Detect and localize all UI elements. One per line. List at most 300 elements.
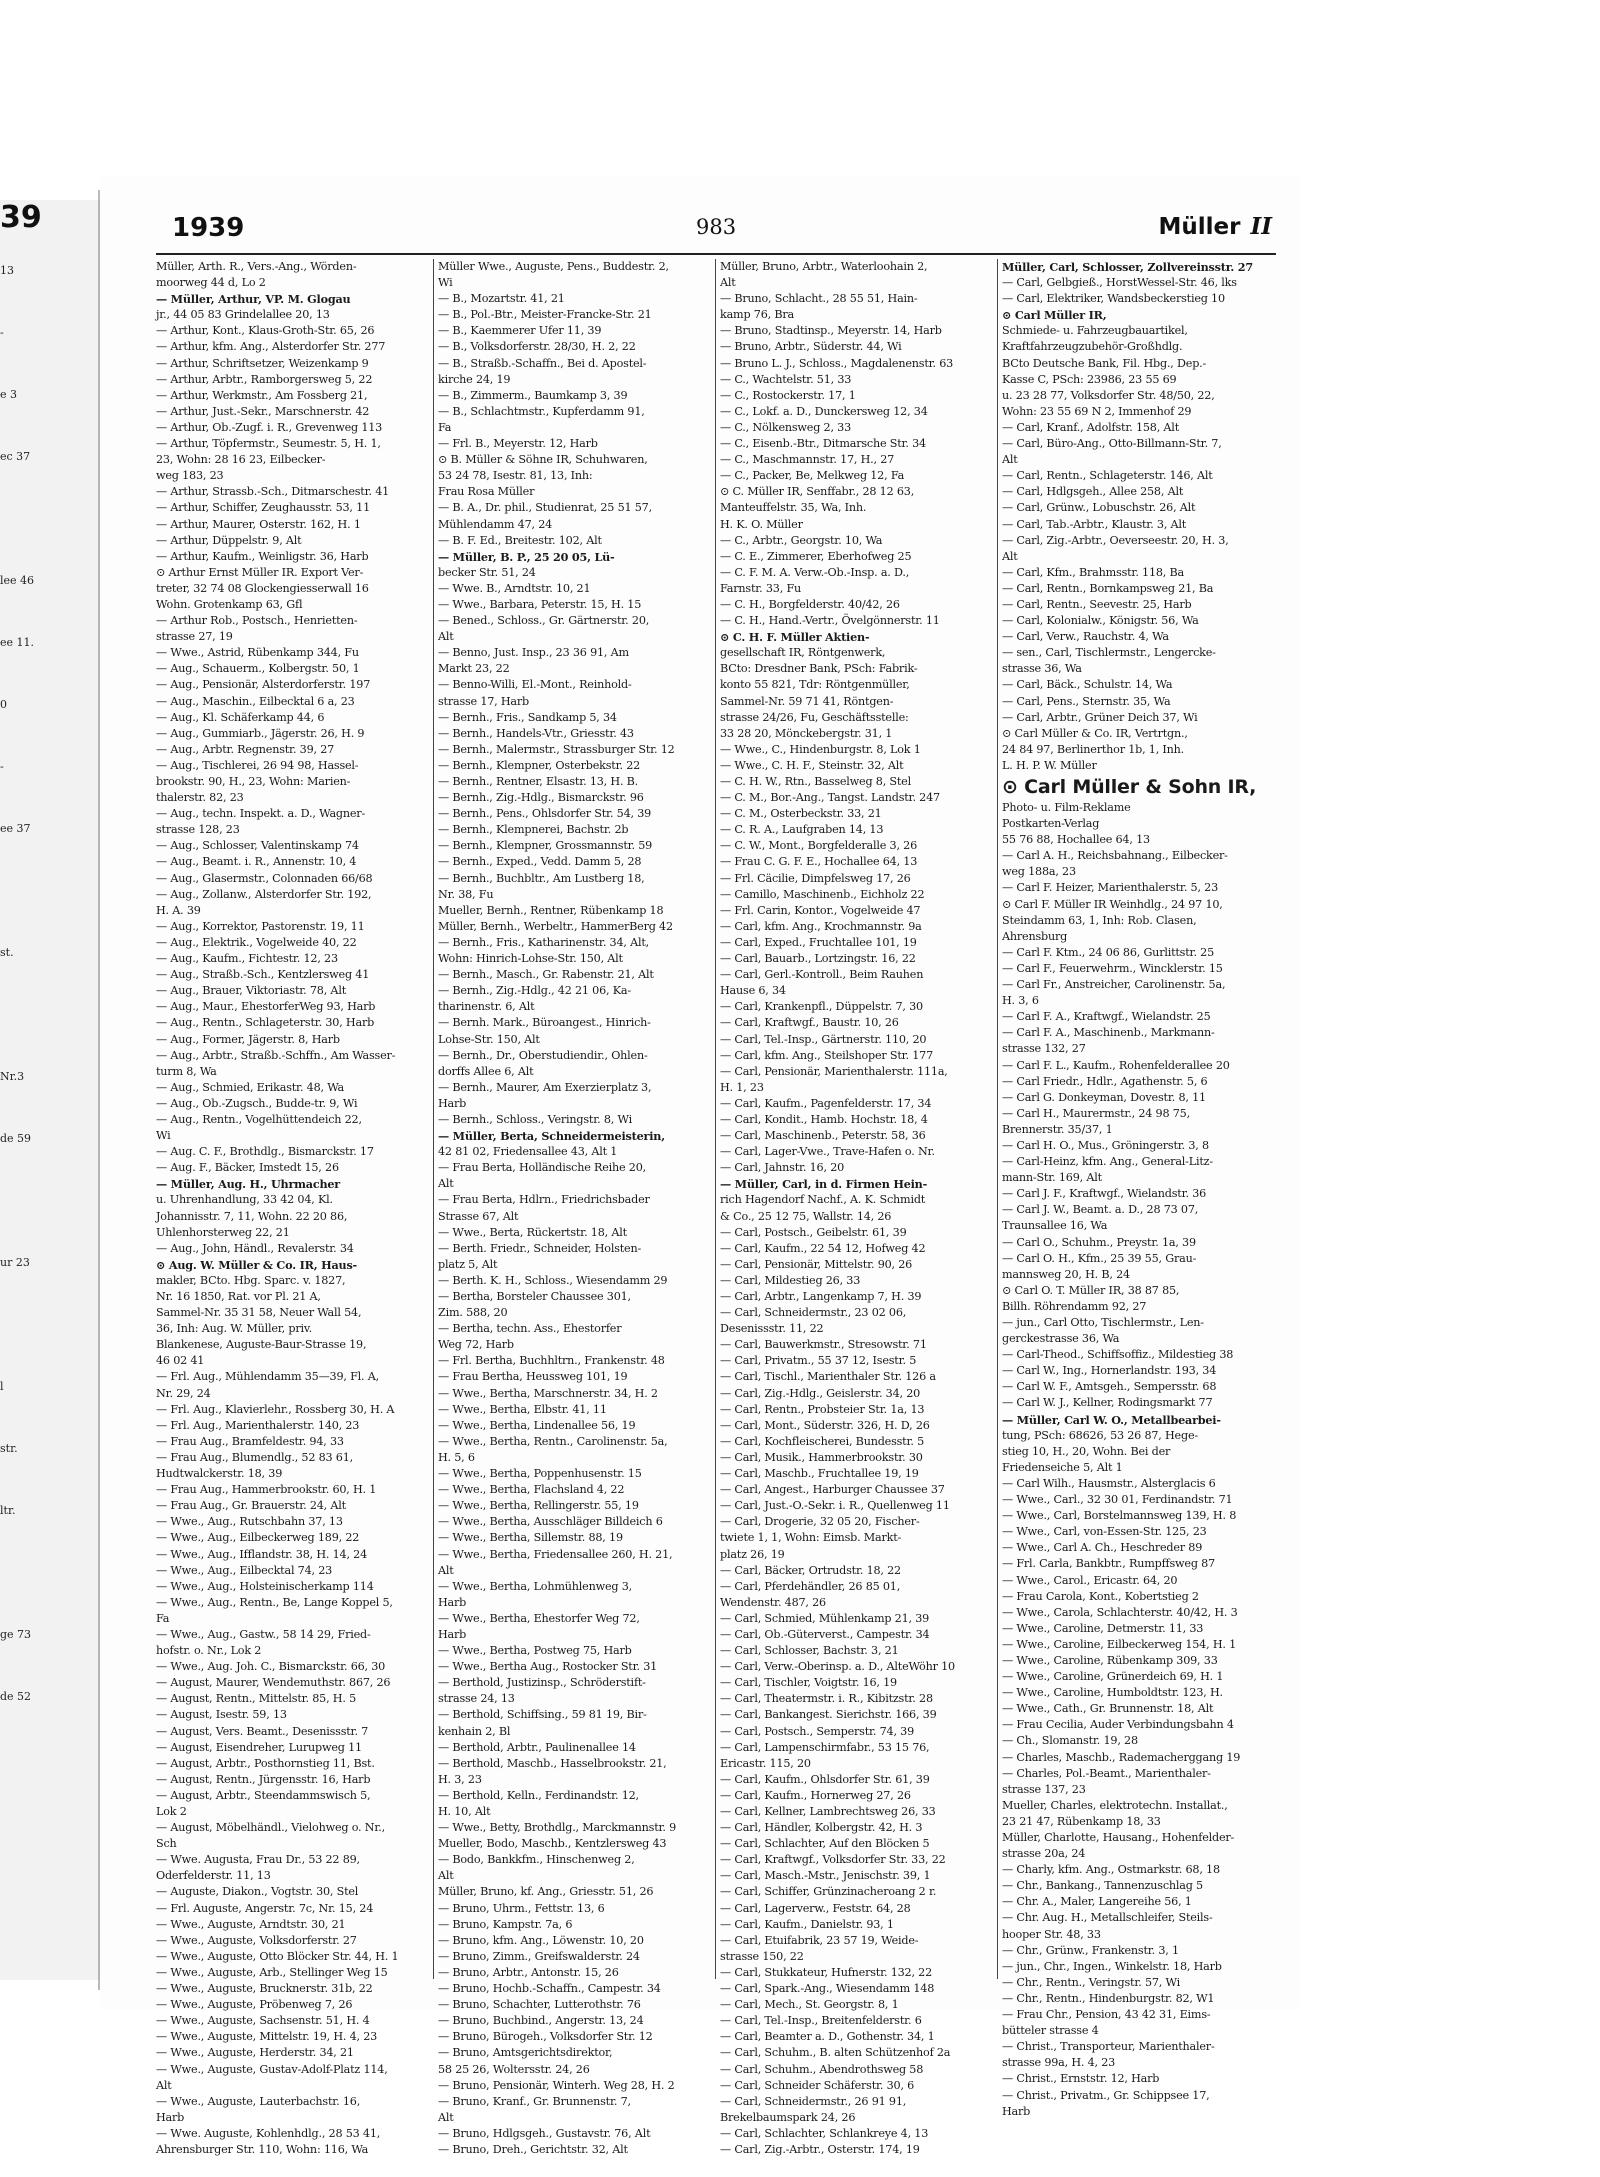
directory-entry: — Wwe., Carola, Schlachterstr. 40/42, H. 3 <box>1002 1605 1238 1619</box>
directory-entry: — Carl, Tischler, Voigtstr. 16, 19 <box>720 1676 897 1690</box>
directory-entry: — August, Maurer, Wendemuthstr. 867, 26 <box>156 1676 391 1690</box>
directory-entry: brookstr. 90, H., 23, Wohn: Marien- <box>156 775 351 788</box>
directory-entry: — Carl, Kolonialw., Königstr. 56, Wa <box>1002 614 1199 628</box>
directory-entry: — Carl, Schuhm., Abendrothsweg 58 <box>720 2062 924 2076</box>
previous-page-line: de 59 <box>0 1132 32 1145</box>
directory-entry: becker Str. 51, 24 <box>438 565 536 579</box>
directory-entry: — Wwe., Berta, Rückertstr. 18, Alt <box>438 1225 627 1239</box>
directory-entry: — Carl, Bäck., Schulstr. 14, Wa <box>1002 678 1173 692</box>
directory-entry: makler, BCto. Hbg. Sparc. v. 1827, <box>156 1273 346 1287</box>
directory-entry: — Wwe., Caroline, Detmerstr. 11, 33 <box>1002 1621 1204 1635</box>
directory-entry: — Aug., Kl. Schäferkamp 44, 6 <box>156 710 325 724</box>
directory-entry: — Bruno, Dreh., Gerichtstr. 32, Alt <box>438 2142 628 2156</box>
directory-entry: — Arthur, Kont., Klaus-Groth-Str. 65, 26 <box>156 324 375 338</box>
directory-entry: — Aug., Elektrik., Vogelweide 40, 22 <box>156 935 357 949</box>
directory-entry: ⊙ Carl Müller IR, <box>1002 308 1107 323</box>
directory-entry: Farnstr. 33, Fu <box>720 581 802 595</box>
directory-entry: — Chr., Bankang., Tannenzuschlag 5 <box>1002 1879 1203 1893</box>
directory-entry: — Carl, Theatermstr. i. R., Kibitzstr. 28 <box>720 1692 933 1706</box>
directory-entry: — Bernh., Fris., Sandkamp 5, 34 <box>438 710 617 724</box>
directory-entry: Photo- u. Film-Reklame <box>1002 801 1131 814</box>
directory-entry: — Aug., Korrektor, Pastorenstr. 19, 11 <box>156 919 365 933</box>
directory-entry: — Bruno, Schachter, Lutterothstr. 76 <box>438 1998 641 2012</box>
header-rule <box>156 253 1276 255</box>
directory-entry: strasse 99a, H. 4, 23 <box>1002 2056 1116 2070</box>
directory-entry: ⊙ C. Müller IR, Senffabr., 28 12 63, <box>720 485 915 499</box>
directory-entry: 58 25 26, Woltersstr. 24, 26 <box>438 2062 590 2076</box>
directory-entry: H. 3, 23 <box>438 1772 482 1786</box>
directory-entry: — Charles, Pol.-Beamt., Marienthaler- <box>1002 1766 1211 1780</box>
directory-entry: strasse 20a, 24 <box>1002 1847 1086 1861</box>
directory-entry: Müller, Arth. R., Vers.-Ang., Wörden- <box>156 260 357 273</box>
directory-entry: — B., Straßb.-Schaffn., Bei d. Apostel- <box>438 356 647 370</box>
directory-entry: — Carl-Theod., Schiffsoffiz., Mildestieg 38 <box>1002 1348 1234 1362</box>
directory-entry: Sch <box>156 1837 177 1851</box>
directory-entry: — Bernh. Mark., Büroangest., Hinrich- <box>438 1016 651 1030</box>
directory-entry: — Wwe., Carl, von-Essen-Str. 125, 23 <box>1002 1525 1207 1539</box>
directory-entry: — Frau C. G. F. E., Hochallee 64, 13 <box>720 855 918 869</box>
directory-entry: Steindamm 63, 1, Inh: Rob. Clasen, <box>1002 913 1197 927</box>
directory-entry: strasse 24, 13 <box>438 1692 515 1706</box>
directory-entry: ⊙ Aug. W. Müller & Co. IR, Haus- <box>156 1257 357 1272</box>
directory-entry: — B. A., Dr. phil., Studienrat, 25 51 57, <box>438 501 652 515</box>
directory-entry: — Aug., Schlosser, Valentinskamp 74 <box>156 839 359 853</box>
directory-entry: — Wwe., Auguste, Herderstr. 34, 21 <box>156 2046 354 2060</box>
directory-entry: — Camillo, Maschinenb., Eichholz 22 <box>720 887 925 901</box>
directory-entry: treter, 32 74 08 Glockengiesserwall 16 <box>156 581 369 595</box>
directory-entry: — Wwe., Carl A. Ch., Heschreder 89 <box>1002 1541 1203 1555</box>
directory-entry: — Wwe., Caroline, Eilbeckerweg 154, H. 1 <box>1002 1637 1237 1651</box>
directory-entry: konto 55 821, Tdr: Röntgenmüller, <box>720 678 910 692</box>
directory-entry: Frau Rosa Müller <box>438 485 535 499</box>
previous-page-line: - <box>0 760 4 773</box>
directory-entry: strasse 132, 27 <box>1002 1042 1086 1056</box>
directory-entry: — Berthold, Maschb., Hasselbrookstr. 21, <box>438 1756 667 1770</box>
directory-entry: — Carl H., Maurermstr., 24 98 75, <box>1002 1106 1190 1120</box>
directory-entry: — Carl A. H., Reichsbahnang., Eilbecker- <box>1002 849 1228 863</box>
directory-entry: — Arthur, Schiffer, Zeughausstr. 53, 11 <box>156 501 370 515</box>
directory-entry: — Carl O., Schuhm., Preystr. 1a, 39 <box>1002 1235 1196 1249</box>
directory-entry: — Wwe., Carl., 32 30 01, Ferdinandstr. 71 <box>1002 1493 1233 1507</box>
directory-entry: — Carl, Schuhm., B. alten Schützenhof 2a <box>720 2046 951 2060</box>
directory-entry: Alt <box>438 1869 454 1883</box>
directory-entry: — Wwe., Bertha, Rentn., Carolinenstr. 5a, <box>438 1434 668 1448</box>
directory-entry: — Aug. F., Bäcker, Imstedt 15, 26 <box>156 1161 339 1175</box>
directory-entry: — Carl, Just.-O.-Sekr. i. R., Quellenweg 11 <box>720 1499 950 1513</box>
directory-entry: — Carl, Mont., Süderstr. 326, H. D, 26 <box>720 1418 930 1432</box>
directory-entry: — Carl, Kranf., Adolfstr. 158, Alt <box>1002 420 1179 434</box>
directory-entry: — Wwe., C., Hindenburgstr. 8, Lok 1 <box>720 742 921 756</box>
directory-entry: — Bruno, Hdlgsgeh., Gustavstr. 76, Alt <box>438 2126 651 2140</box>
directory-entry: Nr. 16 1850, Rat. vor Pl. 21 A, <box>156 1290 321 1303</box>
directory-entry: — Carl J. F., Kraftwgf., Wielandstr. 36 <box>1002 1187 1207 1201</box>
directory-entry: — Bernh., Handels-Vtr., Griesstr. 43 <box>438 726 634 740</box>
directory-entry: ⊙ Carl O. T. Müller IR, 38 87 85, <box>1002 1283 1180 1297</box>
directory-entry: — Wwe., Auguste, Sachsenstr. 51, H. 4 <box>156 2014 370 2028</box>
directory-entry: hofstr. o. Nr., Lok 2 <box>156 1644 262 1658</box>
directory-entry: — Carl, Kaufm., Pagenfelderstr. 17, 34 <box>720 1096 932 1110</box>
directory-entry: — Aug., Arbtr., Straßb.-Schffn., Am Wasser- <box>156 1048 396 1062</box>
directory-entry: — Wwe., Bertha Aug., Rostocker Str. 31 <box>438 1660 658 1674</box>
directory-entry: ⊙ Carl F. Müller IR Weinhdlg., 24 97 10, <box>1002 897 1223 911</box>
directory-entry: — Wwe., Betty, Brothdlg., Marckmannstr. 9 <box>438 1821 677 1835</box>
directory-entry: — Bernh., Klempner, Grossmannstr. 59 <box>438 839 653 853</box>
directory-entry: — C., Rostockerstr. 17, 1 <box>720 388 856 402</box>
directory-entry: Mueller, Bernh., Rentner, Rübenkamp 18 <box>438 903 664 917</box>
directory-entry: — Chr. Aug. H., Metallschleifer, Steils- <box>1002 1911 1213 1925</box>
directory-entry: — Carl, Drogerie, 32 05 20, Fischer- <box>720 1515 920 1529</box>
directory-entry: H. A. 39 <box>156 903 201 917</box>
directory-entry: — Carl, Schiffer, Grünzinacheroang 2 r. <box>720 1885 937 1899</box>
directory-entry: — Frau Berta, Holländische Reihe 20, <box>438 1161 647 1175</box>
directory-entry: — Wwe., Caroline, Grünerdeich 69, H. 1 <box>1002 1670 1224 1684</box>
directory-entry: kamp 76, Bra <box>720 308 794 322</box>
directory-entry: — Wwe., Bertha, Friedensallee 260, H. 21, <box>438 1547 673 1561</box>
directory-entry: — Bruno, Arbtr., Süderstr. 44, Wi <box>720 340 902 354</box>
directory-entry: Müller, Carl, Schlosser, Zollvereinsstr. 27 <box>1002 260 1253 274</box>
directory-entry: — Carl, Gelbgieß., HorstWessel-Str. 46, lks <box>1002 276 1237 290</box>
directory-entry: — Berthold, Arbtr., Paulinenallee 14 <box>438 1740 636 1754</box>
directory-entry: — Bruno, Kranf., Gr. Brunnenstr. 7, <box>438 2094 631 2108</box>
directory-entry: — Carl, Angest., Harburger Chaussee 37 <box>720 1483 945 1497</box>
directory-entry: — Wwe., Aug., Ifflandstr. 38, H. 14, 24 <box>156 1547 368 1561</box>
directory-entry: — Wwe., Auguste, Otto Blöcker Str. 44, H. 1 <box>156 1949 399 1963</box>
directory-entry: kenhain 2, Bl <box>438 1724 511 1738</box>
directory-entry: Nr. 38, Fu <box>438 887 494 901</box>
directory-entry: — Arthur, Maurer, Osterstr. 162, H. 1 <box>156 517 361 531</box>
directory-entry: 24 84 97, Berlinerthor 1b, 1, Inh. <box>1002 742 1185 756</box>
directory-entry: — Aug., Maschin., Eilbecktal 6 a, 23 <box>156 694 355 708</box>
directory-entry: — Carl, Ob.-Güterverst., Campestr. 34 <box>720 1627 930 1641</box>
directory-entry: — C., Nölkensweg 2, 33 <box>720 420 852 434</box>
previous-page-line: Nr.3 <box>0 1070 25 1083</box>
directory-entry: Ahrensburger Str. 110, Wohn: 116, Wa <box>156 2142 369 2156</box>
directory-entry: Traunsallee 16, Wa <box>1002 1219 1108 1233</box>
directory-entry: — August, Möbelhändl., Vielohweg o. Nr., <box>156 1821 385 1835</box>
directory-entry: — Carl, Spark.-Ang., Wiesendamm 148 <box>720 1982 935 1996</box>
directory-entry: — Carl, Lagerverw., Feststr. 64, 28 <box>720 1901 911 1915</box>
directory-entry: — Carl W. J., Kellner, Rodingsmarkt 77 <box>1002 1396 1213 1410</box>
directory-entry: — Wwe. B., Arndtstr. 10, 21 <box>438 581 591 595</box>
directory-entry: Wohn: Hinrich-Lohse-Str. 150, Alt <box>438 952 623 966</box>
directory-entry: — Auguste, Diakon., Vogtstr. 30, Stel <box>156 1885 359 1899</box>
directory-entry: — Wwe., Auguste, Lauterbachstr. 16, <box>156 2094 361 2108</box>
directory-entry: Alt <box>438 1563 454 1577</box>
directory-entry: weg 188a, 23 <box>1002 865 1076 879</box>
directory-entry: — Frl. Carla, Bankbtr., Rumpffsweg 87 <box>1002 1557 1215 1571</box>
directory-entry: — Carl Wilh., Hausmstr., Alsterglacis 6 <box>1002 1476 1216 1490</box>
directory-entry: 55 76 88, Hochallee 64, 13 <box>1002 833 1150 847</box>
directory-entry: — jun., Chr., Ingen., Winkelstr. 18, Harb <box>1002 1959 1222 1973</box>
directory-entry: — Frau Aug., Hammerbrookstr. 60, H. 1 <box>156 1483 377 1497</box>
directory-entry: — Wwe., Barbara, Peterstr. 15, H. 15 <box>438 597 642 611</box>
directory-entry: — Chr. A., Maler, Langereihe 56, 1 <box>1002 1895 1192 1909</box>
page-year: 1939 <box>172 213 245 243</box>
directory-entry: Wendenstr. 487, 26 <box>720 1595 826 1609</box>
directory-entry: — Charles, Maschb., Rademacherggang 19 <box>1002 1750 1241 1764</box>
directory-entry: — Bruno, Arbtr., Antonstr. 15, 26 <box>438 1965 619 1979</box>
previous-page-line <box>0 1790 100 1852</box>
directory-entry: — Wwe., Auguste, Mittelstr. 19, H. 4, 23 <box>156 2030 378 2044</box>
directory-entry: 23, Wohn: 28 16 23, Eilbecker- <box>156 453 326 467</box>
directory-entry: — Aug., Zollanw., Alsterdorfer Str. 192, <box>156 887 372 901</box>
directory-entry: — Carl, Rentn., Schlageterstr. 146, Alt <box>1002 469 1213 483</box>
directory-entry: L. H. P. W. Müller <box>1002 758 1097 772</box>
directory-entry: — C. H., Hand.-Vertr., Övelgönnerstr. 11 <box>720 614 940 628</box>
directory-entry: — Carl, Büro-Ang., Otto-Billmann-Str. 7, <box>1002 437 1222 451</box>
directory-entry: Zim. 588, 20 <box>438 1306 508 1320</box>
directory-entry: — Carl, Masch.-Mstr., Jenischstr. 39, 1 <box>720 1869 931 1883</box>
directory-entry: — Carl G. Donkeyman, Dovestr. 8, 11 <box>1002 1090 1206 1104</box>
directory-entry: Postkarten-Verlag <box>1002 817 1100 831</box>
directory-entry: — Wwe., Aug. Joh. C., Bismarckstr. 66, 30 <box>156 1660 386 1674</box>
directory-entry: — Carl, Verw., Rauchstr. 4, Wa <box>1002 630 1169 644</box>
directory-entry: — Frl. Cäcilie, Dimpfelsweg 17, 26 <box>720 871 911 885</box>
directory-entry: Harb <box>438 1096 467 1110</box>
previous-page-line: 13 <box>0 264 14 277</box>
directory-entry: gesellschaft IR, Röntgenwerk, <box>720 646 886 660</box>
directory-entry: — Aug., Schauerm., Kolbergstr. 50, 1 <box>156 662 360 676</box>
directory-entry: Weg 72, Harb <box>438 1338 514 1352</box>
directory-entry: Fa <box>438 420 452 434</box>
directory-entry: — Frau Chr., Pension, 43 42 31, Eims- <box>1002 2008 1211 2022</box>
directory-entry: — Aug. C. F., Brothdlg., Bismarckstr. 17 <box>156 1145 374 1159</box>
directory-entry: — Carl, Pensionär, Marienthalerstr. 111a, <box>720 1064 948 1078</box>
directory-entry: Nr. 29, 24 <box>156 1386 211 1400</box>
directory-entry: — C. M., Bor.-Ang., Tangst. Landstr. 247 <box>720 791 940 805</box>
directory-entry: — Bruno, Schlacht., 28 55 51, Hain- <box>720 292 918 306</box>
directory-entry: Fa <box>156 1611 170 1625</box>
directory-entry: — Carl, Pensionär, Mittelstr. 90, 26 <box>720 1257 913 1271</box>
directory-entry: ⊙ Carl Müller & Co. IR, Vertrtgn., <box>1002 726 1188 740</box>
directory-entry: — Wwe., Bertha, Sillemstr. 88, 19 <box>438 1531 623 1545</box>
column-4 <box>1002 259 1274 2118</box>
column-2 <box>438 259 710 2156</box>
directory-entry: — Carl, Elektriker, Wandsbeckerstieg 10 <box>1002 292 1225 306</box>
directory-entry: — Carl, Bankangest. Sierichstr. 166, 39 <box>720 1708 937 1722</box>
directory-entry: Alt <box>438 2110 454 2124</box>
directory-entry: — Carl, kfm. Ang., Steilshoper Str. 177 <box>720 1048 934 1062</box>
directory-entry: — Arthur, Schriftsetzer, Weizenkamp 9 <box>156 356 369 370</box>
directory-entry: u. 23 28 77, Volksdorfer Str. 48/50, 22, <box>1002 388 1215 402</box>
previous-page-line: e 3 <box>0 388 18 401</box>
directory-entry: — Chr., Rentn., Hindenburgstr. 82, W1 <box>1002 1991 1215 2005</box>
directory-entry: u. Uhrenhandlung, 33 42 04, Kl. <box>156 1193 333 1207</box>
previous-page-line: ee 37 <box>0 822 31 835</box>
directory-entry: — Carl, Zig.-Hdlg., Geislerstr. 34, 20 <box>720 1386 921 1400</box>
directory-entry: platz 26, 19 <box>720 1547 785 1561</box>
directory-entry: — Bruno, Amtsgerichtsdirektor, <box>438 2046 613 2060</box>
directory-entry: — B., Pol.-Btr., Meister-Francke-Str. 21 <box>438 308 652 322</box>
directory-entry: — Carl, Tab.-Arbtr., Klaustr. 3, Alt <box>1002 517 1187 531</box>
directory-entry: — Bernh., Dr., Oberstudiendir., Ohlen- <box>438 1048 648 1062</box>
directory-entry: Müller, Bernh., Werbeltr., HammerBerg 42 <box>438 919 673 933</box>
directory-entry: — Carl, Pens., Sternstr. 35, Wa <box>1002 694 1171 708</box>
directory-entry: ⊙ Carl Müller & Sohn IR, <box>1002 776 1257 798</box>
directory-entry: — Carl, Arbtr., Grüner Deich 37, Wi <box>1002 710 1198 724</box>
directory-entry: — Müller, Aug. H., Uhrmacher <box>156 1177 340 1192</box>
previous-page-line: lee 46 <box>0 574 35 587</box>
directory-entry: — Chr., Grünw., Frankenstr. 3, 1 <box>1002 1943 1179 1957</box>
directory-entry: — Arthur, Werkmstr., Am Fossberg 21, <box>156 388 368 402</box>
previous-page-line <box>0 1170 100 1232</box>
directory-entry: — Wwe., Bertha, Lohmühlenweg 3, <box>438 1579 632 1593</box>
directory-entry: Ahrensburg <box>1002 929 1068 943</box>
previous-page-line: st. <box>0 946 14 959</box>
directory-entry: — Carl F., Feuerwehrm., Wincklerstr. 15 <box>1002 961 1223 975</box>
directory-entry: strasse 17, Harb <box>438 694 529 708</box>
directory-entry: — Aug., Rentn., Schlageterstr. 30, Harb <box>156 1016 375 1030</box>
directory-entry: — Bernh., Masch., Gr. Rabenstr. 21, Alt <box>438 968 654 982</box>
directory-entry: Alt <box>438 1177 454 1191</box>
directory-entry: — C., Wachtelstr. 51, 33 <box>720 372 852 386</box>
directory-entry: — Frau Aug., Gr. Brauerstr. 24, Alt <box>156 1499 346 1513</box>
directory-entry: Wohn. Grotenkamp 63, Gfl <box>156 597 303 611</box>
directory-entry: — Wwe., Aug., Gastw., 58 14 29, Fried- <box>156 1627 371 1641</box>
directory-entry: Schmiede- u. Fahrzeugbauartikel, <box>1002 324 1188 338</box>
directory-entry: 33 28 20, Mönckebergstr. 31, 1 <box>720 726 893 740</box>
directory-entry: — Aug., Kaufm., Fichtestr. 12, 23 <box>156 952 338 966</box>
previous-page-line: ltr. <box>0 1504 16 1517</box>
directory-entry: — Chr., Rentn., Veringstr. 57, Wi <box>1002 1975 1180 1989</box>
previous-page-line: ec 37 <box>0 450 31 463</box>
directory-entry: — Carl, Tischl., Marienthaler Str. 126 a <box>720 1370 936 1384</box>
directory-entry: — Aug., Gummiarb., Jägerstr. 26, H. 9 <box>156 726 365 740</box>
directory-entry: — Bernh., Rentner, Elsastr. 13, H. B. <box>438 775 639 788</box>
directory-entry: H. K. O. Müller <box>720 517 803 531</box>
directory-entry: — Frau Aug., Blumendlg., 52 83 61, <box>156 1450 353 1464</box>
directory-entry: — Christ., Transporteur, Marienthaler- <box>1002 2040 1215 2054</box>
directory-entry: twiete 1, 1, Wohn: Eimsb. Markt- <box>720 1531 902 1545</box>
directory-entry: — Bernh., Malermstr., Strassburger Str. 12 <box>438 742 675 756</box>
directory-entry: — Frl. Aug., Marienthalerstr. 140, 23 <box>156 1418 360 1432</box>
directory-entry: — Carl, Schneidermstr., 26 91 91, <box>720 2094 907 2108</box>
previous-page-line <box>0 860 100 922</box>
directory-entry: — C. R. A., Laufgraben 14, 13 <box>720 823 884 837</box>
directory-entry: jr., 44 05 83 Grindelallee 20, 13 <box>156 308 330 322</box>
directory-entry: Ericastr. 115, 20 <box>720 1756 811 1770</box>
directory-entry: — Bernh., Zig.-Hdlg., 42 21 06, Ka- <box>438 984 631 998</box>
directory-entry: — Carl, Gerl.-Kontroll., Beim Rauhen <box>720 968 924 982</box>
directory-entry: — Wwe., Aug., Rutschbahn 37, 13 <box>156 1515 343 1529</box>
previous-page-line: de 52 <box>0 1690 32 1703</box>
directory-entry: strasse 128, 23 <box>156 823 240 837</box>
directory-entry: — Ch., Slomanstr. 19, 28 <box>1002 1734 1138 1748</box>
directory-entry: — Carl, Pferdehändler, 26 85 01, <box>720 1579 901 1593</box>
column-separator <box>715 259 716 1979</box>
directory-entry: — Carl, Rentn., Seevestr. 25, Harb <box>1002 597 1192 611</box>
directory-entry: strasse 36, Wa <box>1002 662 1082 676</box>
directory-entry: — Aug., Schmied, Erikastr. 48, Wa <box>156 1080 345 1094</box>
directory-entry: — Carl, Musik., Hammerbrookstr. 30 <box>720 1450 923 1464</box>
directory-entry: — Frau Aug., Bramfeldestr. 94, 33 <box>156 1434 344 1448</box>
directory-entry: — Aug., Ob.-Zugsch., Budde-tr. 9, Wi <box>156 1096 358 1110</box>
directory-entry: — Carl, Beamter a. D., Gothenstr. 34, 1 <box>720 2030 935 2044</box>
previous-page-line: - <box>0 326 4 339</box>
directory-entry: — Frau Carola, Kont., Kobertstieg 2 <box>1002 1589 1199 1603</box>
directory-entry: — Bernh., Klempner, Osterbekstr. 22 <box>438 758 641 772</box>
directory-entry: — Wwe., Aug., Eilbecktal 74, 23 <box>156 1563 333 1577</box>
directory-entry: — Bernh., Pens., Ohlsdorfer Str. 54, 39 <box>438 807 652 821</box>
directory-entry: — Wwe., Auguste, Pröbenweg 7, 26 <box>156 1998 353 2012</box>
directory-entry: — Aug., Former, Jägerstr. 8, Harb <box>156 1032 340 1046</box>
directory-entry: ⊙ Arthur Ernst Müller IR. Export Ver- <box>156 565 364 579</box>
directory-entry: — Frau Bertha, Heussweg 101, 19 <box>438 1370 628 1384</box>
running-head-surname: Müller <box>1158 214 1241 240</box>
previous-page-line <box>0 1542 100 1604</box>
directory-entry: — Carl, Kraftwgf., Volksdorfer Str. 33, 22 <box>720 1853 946 1867</box>
directory-entry: — Carl, Tel.-Insp., Breitenfelderstr. 6 <box>720 2014 922 2028</box>
directory-entry: — C., Lokf. a. D., Dunckersweg 12, 34 <box>720 404 928 418</box>
directory-entry: — Aug., Glasermstr., Colonnaden 66/68 <box>156 871 373 885</box>
directory-entry: Sammel-Nr. 59 71 41, Röntgen- <box>720 694 894 708</box>
directory-entry: — C., Eisenb.-Btr., Ditmarsche Str. 34 <box>720 437 926 451</box>
directory-entry: ⊙ C. H. F. Müller Aktien- <box>720 630 870 645</box>
directory-page <box>100 175 1300 2156</box>
directory-entry: — Carl, Zig.-Arbtr., Osterstr. 174, 19 <box>720 2142 920 2156</box>
previous-page-line: str. <box>0 1442 18 1455</box>
directory-entry: — Bruno, Zimm., Greifswalderstr. 24 <box>438 1949 640 1963</box>
directory-entry: — Carl, Kellner, Lambrechtsweg 26, 33 <box>720 1805 936 1818</box>
directory-entry: — Carl J. W., Beamt. a. D., 28 73 07, <box>1002 1203 1199 1217</box>
directory-entry: — Arthur Rob., Postsch., Henrietten- <box>156 614 358 628</box>
directory-entry: — Carl F. L., Kaufm., Rohenfelderallee 20 <box>1002 1058 1230 1072</box>
directory-entry: Müller, Bruno, kf. Ang., Griesstr. 51, 26 <box>438 1885 654 1899</box>
directory-entry: — Carl, Kochfleischerei, Bundesstr. 5 <box>720 1434 925 1448</box>
directory-entry: Müller Wwe., Auguste, Pens., Buddestr. 2, <box>438 260 669 273</box>
directory-entry: — Arthur, kfm. Ang., Alsterdorfer Str. 277 <box>156 340 386 354</box>
directory-entry: — Carl, kfm. Ang., Krochmannstr. 9a <box>720 919 922 933</box>
directory-entry: — Berthold, Schiffsing., 59 81 19, Bir- <box>438 1708 647 1722</box>
directory-entry: — C. H., Borgfelderstr. 40/42, 26 <box>720 597 900 611</box>
directory-entry: — Carl, Etuifabrik, 23 57 19, Weide- <box>720 1933 919 1947</box>
running-head <box>1158 213 1272 240</box>
directory-entry: Harb <box>156 2110 185 2124</box>
directory-entry: Uhlenhorsterweg 22, 21 <box>156 1225 290 1239</box>
directory-entry: — Arthur, Strassb.-Sch., Ditmarschestr. 41 <box>156 485 390 499</box>
directory-entry: Johannisstr. 7, 11, Wohn. 22 20 86, <box>156 1209 348 1223</box>
directory-entry: BCto: Dresdner Bank, PSch: Fabrik- <box>720 662 918 676</box>
directory-entry: — Carl, Jahnstr. 16, 20 <box>720 1161 845 1175</box>
directory-entry: — Carl, Mildestieg 26, 33 <box>720 1273 861 1287</box>
directory-entry: H. 10, Alt <box>438 1805 491 1818</box>
directory-entry: Harb <box>1002 2104 1031 2118</box>
directory-entry: Friedenseiche 5, Alt 1 <box>1002 1460 1123 1474</box>
directory-entry: — Aug., Brauer, Viktoriastr. 78, Alt <box>156 984 346 998</box>
directory-entry: Harb <box>438 1595 467 1609</box>
directory-entry: — Carl W. F., Amtsgeh., Sempersstr. 68 <box>1002 1380 1217 1394</box>
directory-entry: — Benno-Willi, El.-Mont., Reinhold- <box>438 678 632 692</box>
directory-entry: Alt <box>720 276 736 290</box>
directory-entry: — Frl. B., Meyerstr. 12, Harb <box>438 437 598 451</box>
directory-entry: — Wwe., Carol., Ericastr. 64, 20 <box>1002 1573 1178 1587</box>
directory-entry: strasse 24/26, Fu, Geschäftsstelle: <box>720 710 909 724</box>
directory-entry: gerckestrasse 36, Wa <box>1002 1332 1120 1346</box>
directory-entry: — Bernh., Buchbltr., Am Lustberg 18, <box>438 871 645 885</box>
directory-entry: — Carl, Postsch., Geibelstr. 61, 39 <box>720 1225 907 1239</box>
directory-entry: — Wwe., Auguste, Volksdorferstr. 27 <box>156 1933 357 1947</box>
directory-entry: Hudtwalckerstr. 18, 39 <box>156 1467 283 1481</box>
directory-entry: BCto Deutsche Bank, Fil. Hbg., Dep.- <box>1002 356 1207 370</box>
directory-entry: — Bernh., Klempnerei, Bachstr. 2b <box>438 823 629 837</box>
directory-entry: — C., Maschmannstr. 17, H., 27 <box>720 453 895 467</box>
column-separator <box>433 259 434 1979</box>
directory-entry: — Wwe., Bertha, Postweg 75, Harb <box>438 1644 632 1658</box>
directory-entry: Müller, Charlotte, Hausang., Hohenfelder- <box>1002 1831 1235 1844</box>
directory-entry: — Wwe., Bertha, Elbstr. 41, 11 <box>438 1402 607 1416</box>
previous-page-lines <box>0 240 100 1852</box>
directory-entry: — Bernh., Fris., Katharinenstr. 34, Alt, <box>438 935 649 949</box>
